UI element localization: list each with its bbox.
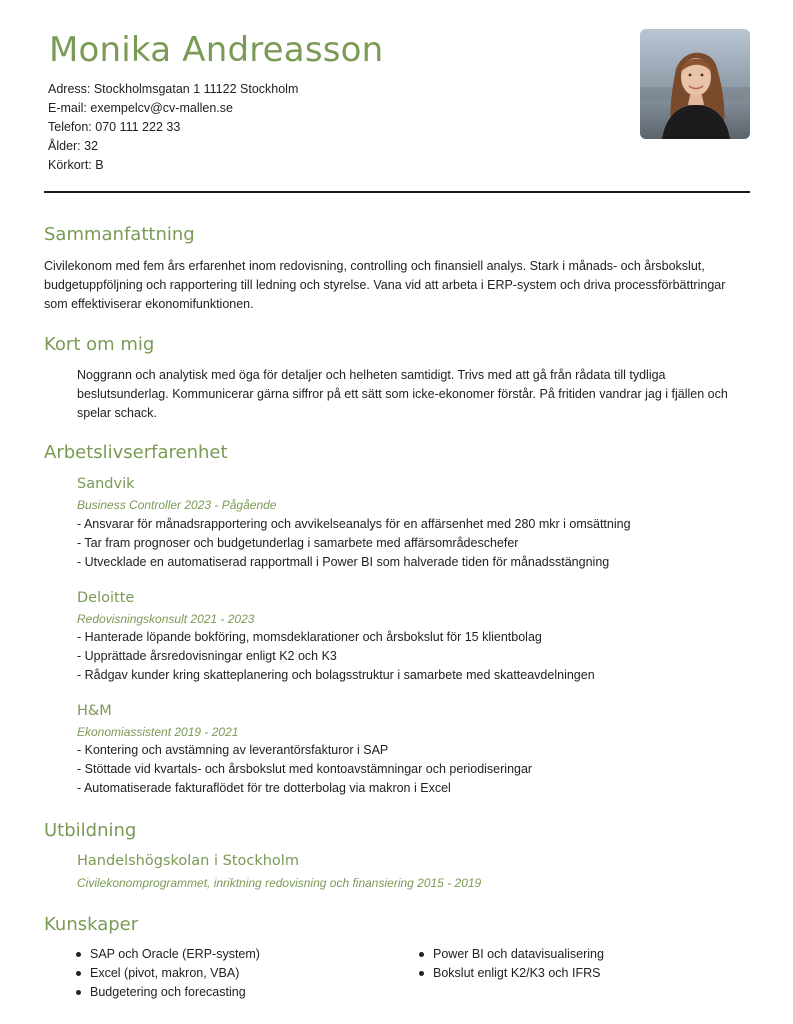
job-bullet: - Tar fram prognoser och budgetunderlag i samarbete med affärsområdeschefer — [77, 536, 519, 550]
skill-label: Power BI och datavisualisering — [433, 947, 604, 961]
job-company: Deloitte — [77, 590, 135, 606]
job-bullet: - Ansvarar för månadsrapportering och avvikelseanalys för en affärsenhet med 280 mkr i omsättning — [77, 517, 631, 531]
skill-item — [76, 983, 260, 1002]
skills-list-right — [419, 945, 604, 983]
job-bullet: - Upprättade årsredovisningar enligt K2 och K3 — [77, 649, 337, 663]
summary-line: budgetuppföljning och rapportering till ledning och styrelse. Vana vid att arbeta i ERP-system och driva processförbättringar — [44, 278, 726, 292]
skill-label: Excel (pivot, makron, VBA) — [90, 966, 240, 980]
skill-item — [76, 945, 260, 964]
job-company: Sandvik — [77, 476, 135, 492]
skill-item — [419, 945, 604, 964]
job-company: H&M — [77, 703, 112, 719]
job-bullet: - Rådgav kunder kring skatteplanering och bolagsstruktur i samarbete med skatteavdelningen — [77, 668, 595, 682]
summary-line: Civilekonom med fem års erfarenhet inom redovisning, controlling och finansiell analys. Stark i månads- och årsbokslut, — [44, 259, 705, 273]
contact-age: Ålder: 32 — [48, 139, 99, 153]
contact-address: Adress: Stockholmsgatan 1 11122 Stockholm — [48, 82, 299, 96]
bullet-dot — [419, 952, 424, 957]
job-bullet: - Automatiserade fakturaflödet för tre dotterbolag via makron i Excel — [77, 781, 451, 795]
skill-label: Budgetering och forecasting — [90, 985, 246, 999]
skills-list-left — [76, 945, 260, 1002]
bullet-dot — [419, 971, 424, 976]
job-role: Redovisningskonsult 2021 - 2023 — [77, 612, 255, 626]
about-line: beslutsunderlag. Kommunicerar gärna siffror på ett sätt som icke-ekonomer förstår. På fritiden vandrar jag i fjällen och — [77, 387, 728, 401]
job-bullets — [77, 515, 631, 572]
about-text — [77, 366, 728, 423]
education-school: Handelshögskolan i Stockholm — [77, 853, 299, 869]
job-role: Ekonomiassistent 2019 - 2021 — [77, 725, 239, 739]
about-heading: Kort om mig — [44, 334, 155, 355]
profile-photo — [640, 29, 750, 139]
summary-line: som effektiviserar ekonomifunktionen. — [44, 297, 254, 311]
job-bullets — [77, 628, 595, 685]
bullet-dot — [76, 952, 81, 957]
job-bullet: - Kontering och avstämning av leverantörsfakturor i SAP — [77, 743, 389, 757]
job-bullet: - Hanterade löpande bokföring, momsdeklarationer och årsbokslut för 15 klientbolag — [77, 630, 542, 644]
contact-email: E-mail: exempelcv@cv-mallen.se — [48, 101, 233, 115]
contact-license: Körkort: B — [48, 158, 104, 172]
education-program: Civilekonomprogrammet, inriktning redovisning och finansiering 2015 - 2019 — [77, 876, 482, 890]
skills-heading: Kunskaper — [44, 914, 139, 935]
job-bullets — [77, 741, 532, 798]
summary-heading: Sammanfattning — [44, 224, 195, 245]
education-heading: Utbildning — [44, 820, 137, 841]
summary-text — [44, 257, 725, 314]
about-line: spelar schack. — [77, 406, 157, 420]
header-divider — [44, 191, 750, 193]
bullet-dot — [76, 971, 81, 976]
skill-item — [76, 964, 260, 983]
about-line: Noggrann och analytisk med öga för detaljer och helheten samtidigt. Trivs med att gå från rådata till tydliga — [77, 368, 666, 382]
person-name: Monika Andreasson — [49, 30, 384, 70]
skill-label: Bokslut enligt K2/K3 och IFRS — [433, 966, 601, 980]
job-bullet: - Utvecklade en automatiserad rapportmall i Power BI som halverade tiden för månadsstängning — [77, 555, 610, 569]
contact-info — [48, 80, 298, 175]
job-role: Business Controller 2023 - Pågående — [77, 498, 277, 512]
experience-heading: Arbetslivserfarenhet — [44, 442, 228, 463]
skill-label: SAP och Oracle (ERP-system) — [90, 947, 260, 961]
bullet-dot — [76, 990, 81, 995]
job-bullet: - Stöttade vid kvartals- och årsbokslut med kontoavstämningar och periodiseringar — [77, 762, 533, 776]
skill-item — [419, 964, 604, 983]
contact-phone: Telefon: 070 111 222 33 — [48, 120, 181, 134]
